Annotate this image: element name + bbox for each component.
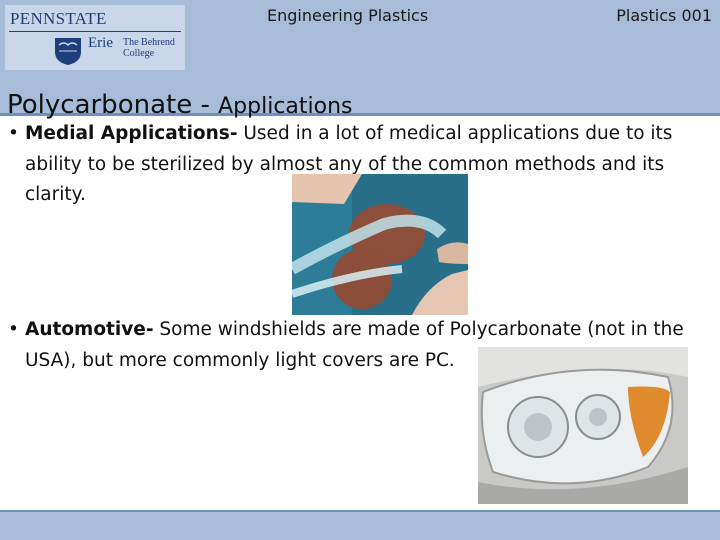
logo-college: The Behrend College — [123, 37, 175, 59]
bullet-body: Used in a lot of medical applications due to its ability to be sterilized by almost any of the common methods and its clarity. — [25, 123, 673, 205]
bullet-dot-icon: • — [8, 123, 19, 144]
bullet-body: Some windshields are made of Polycarbonate (not in the USA), but more commonly light covers are PC. — [25, 319, 684, 371]
infant-medical-photo — [292, 174, 468, 315]
slide-title — [7, 83, 353, 121]
slide-title-main: Polycarbonate — [7, 90, 193, 120]
slide-subtitle: Applications — [218, 94, 353, 119]
penn-state-erie-logo — [5, 5, 185, 70]
infant-medical-image — [292, 174, 468, 315]
headlight-photo — [478, 347, 688, 504]
logo-campus: Erie — [88, 35, 113, 51]
course-title: Engineering Plastics — [267, 6, 429, 25]
slide-title-separator: - — [192, 90, 219, 120]
bullet-heading: Medial Applications- — [25, 123, 238, 144]
bullet-heading: Automotive- — [25, 319, 154, 340]
logo-rule — [9, 31, 181, 32]
logo-wordmark: PENNSTATE — [10, 9, 107, 28]
footer-band — [0, 512, 720, 540]
shield-icon — [53, 36, 83, 66]
bullet-dot-icon: • — [8, 319, 19, 340]
headlight-image — [478, 347, 688, 504]
course-code: Plastics 001 — [616, 6, 712, 25]
